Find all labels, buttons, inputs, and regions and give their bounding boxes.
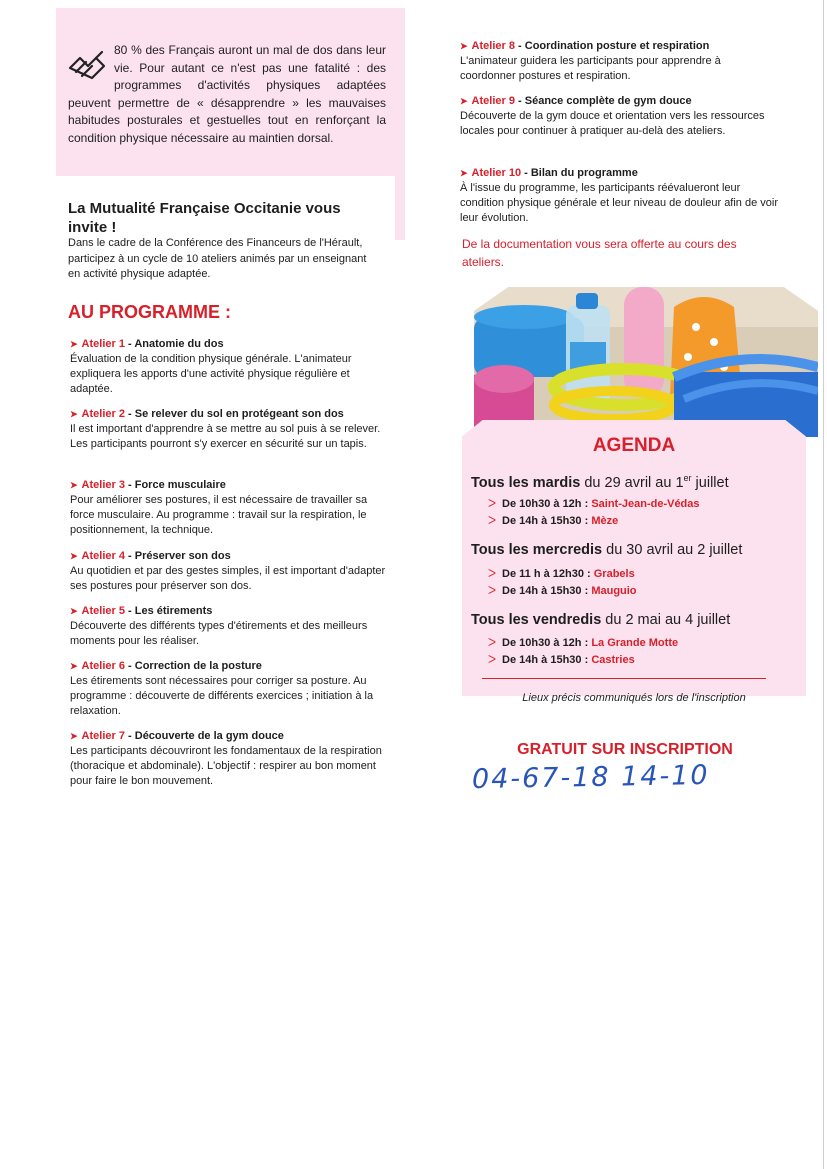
chevron-right-icon: ᐳ — [488, 654, 497, 666]
atelier-desc: L'animateur guidera les participants pour apprendre à coordonner postures et respiration. — [460, 55, 721, 82]
invite-text: Dans le cadre de la Conférence des Financeurs de l'Hérault, participez à un cycle de 10 ateliers animés par un enseignant en activité physique adaptée. — [68, 237, 367, 280]
chevron-right-icon: ᐳ — [488, 568, 497, 580]
chevron-right-icon: ᐳ — [488, 585, 497, 597]
atelier-number: Atelier 5 — [81, 605, 125, 617]
slot-place: Mauguio — [591, 585, 637, 597]
atelier-title: - Coordination posture et respiration — [514, 40, 710, 52]
atelier-title: - Séance complète de gym douce — [514, 95, 692, 107]
atelier-desc: Au quotidien et par des gestes simples, il est important d'adapter ses postures pour préserver son dos. — [70, 565, 386, 592]
atelier-title: - Les étirements — [124, 605, 213, 617]
arrow-icon: ➤ — [460, 168, 468, 178]
atelier-6 — [70, 659, 390, 719]
sneaker-icon — [66, 48, 110, 84]
atelier-1 — [70, 337, 390, 397]
atelier-desc: Il est important d'apprendre à se mettre au sol puis à se relever. Les participants pourront s'y exercer en sécurité sur un tapis. — [70, 423, 381, 450]
slot-time: De 14h à 15h30 : — [502, 515, 592, 527]
atelier-desc: Évaluation de la condition physique générale. L'animateur expliquera les apports d'une activité physique régulière et adaptée. — [70, 353, 352, 395]
atelier-3 — [70, 478, 390, 538]
agenda-day-mardi — [471, 473, 729, 491]
fitness-equipment-photo — [474, 287, 818, 437]
slot-place: Grabels — [593, 568, 635, 580]
lieux-note: Lieux précis communiqués lors de l'inscription — [522, 692, 746, 704]
atelier-number: Atelier 3 — [81, 479, 125, 491]
slot-place: La Grande Motte — [591, 637, 679, 649]
atelier-desc: Découverte de la gym douce et orientation vers les ressources locales pour continuer à pratiquer au-delà des ateliers. — [460, 110, 765, 137]
day-range: du 29 avril au 1 — [580, 474, 684, 491]
atelier-title: - Se relever du sol en protégeant son dos — [124, 408, 344, 420]
agenda-slot — [488, 497, 700, 510]
atelier-number: Atelier 8 — [471, 40, 515, 52]
atelier-5 — [70, 604, 390, 649]
arrow-icon: ➤ — [460, 96, 468, 106]
arrow-icon: ➤ — [70, 480, 78, 490]
atelier-title: - Correction de la posture — [124, 660, 262, 672]
atelier-number: Atelier 1 — [81, 338, 125, 350]
atelier-desc: Pour améliorer ses postures, il est nécessaire de travailler sa force musculaire. Au programme : travail sur la respiration, le positionnement, la technique. — [70, 494, 368, 536]
agenda-day-vendredi — [471, 612, 730, 628]
atelier-number: Atelier 7 — [81, 730, 125, 742]
agenda-slot — [488, 653, 635, 666]
programme-title: AU PROGRAMME : — [68, 302, 231, 322]
atelier-9 — [460, 94, 778, 139]
atelier-number: Atelier 6 — [81, 660, 125, 672]
atelier-desc: Découverte des différents types d'étirements et des meilleurs moments pour les réaliser. — [70, 620, 368, 647]
agenda-slot — [488, 584, 637, 597]
slot-time: De 14h à 15h30 : — [502, 585, 592, 597]
atelier-title: - Préserver son dos — [124, 550, 231, 562]
invite-title: La Mutualité Française Occitanie vous invite ! — [68, 200, 341, 236]
chevron-right-icon: ᐳ — [488, 515, 497, 527]
slot-place: Mèze — [591, 515, 619, 527]
arrow-icon: ➤ — [70, 661, 78, 671]
scan-edge — [823, 0, 824, 1169]
day-range: du 30 avril au 2 juillet — [602, 542, 743, 558]
documentation-note: De la documentation vous sera offerte au cours des ateliers. — [462, 237, 737, 269]
slot-time: De 10h30 à 12h : — [502, 498, 592, 510]
atelier-10 — [460, 166, 778, 226]
slot-place: Saint-Jean-de-Védas — [591, 498, 700, 510]
day-label: Tous les mercredis — [471, 542, 603, 558]
slot-time: De 11 h à 12h30 : — [502, 568, 594, 580]
agenda-slot — [488, 636, 678, 649]
intro-text: 80 % des Français auront un mal de dos dans leur vie. Pour autant ce n'est pas une fatalité : des programmes d'activités physiques adaptées peuvent permettre de « désapprendre » les mauvaises habitudes posturales et gestuelles tout en renforçant la condition physique nécessaire au maintien dorsal. — [68, 43, 386, 145]
intro-text-block — [68, 42, 386, 147]
handwritten-phone-number: 04-67-18 14-10 — [471, 759, 710, 796]
agenda-title: AGENDA — [592, 435, 676, 456]
slot-place: Castries — [591, 654, 635, 666]
atelier-7 — [70, 729, 390, 789]
atelier-2 — [70, 407, 390, 452]
chevron-right-icon: ᐳ — [488, 637, 497, 649]
arrow-icon: ➤ — [460, 41, 468, 51]
arrow-icon: ➤ — [70, 606, 78, 616]
atelier-number: Atelier 2 — [81, 408, 125, 420]
atelier-desc: Les participants découvriront les fondamentaux de la respiration (thoracique et abdominale). L'objectif : respirer au bon moment pour faire le bon mouvement. — [70, 745, 382, 787]
atelier-8 — [460, 39, 778, 84]
agenda-slot — [488, 567, 635, 580]
slot-time: De 14h à 15h30 : — [502, 654, 592, 666]
arrow-icon: ➤ — [70, 409, 78, 419]
intro-box-edge — [395, 8, 405, 240]
arrow-icon: ➤ — [70, 551, 78, 561]
atelier-desc: Les étirements sont nécessaires pour corriger sa posture. Au programme : découverte de différents exercices ; initiation à la relaxation. — [70, 675, 374, 717]
atelier-title: - Découverte de la gym douce — [124, 730, 284, 742]
agenda-day-mercredi — [471, 542, 742, 558]
atelier-title: - Force musculaire — [124, 479, 226, 491]
atelier-desc: À l'issue du programme, les participants réévalueront leur condition physique générale et leur niveau de douleur afin de voir leur évolution. — [460, 182, 778, 224]
arrow-icon: ➤ — [70, 731, 78, 741]
agenda-divider — [482, 678, 766, 679]
atelier-number: Atelier 10 — [471, 167, 522, 179]
atelier-4 — [70, 549, 390, 594]
day-label: Tous les mardis — [471, 474, 581, 491]
atelier-number: Atelier 9 — [471, 95, 515, 107]
day-range-end: juillet — [691, 474, 729, 491]
atelier-number: Atelier 4 — [81, 550, 125, 562]
day-range: du 2 mai au 4 juillet — [601, 612, 731, 628]
day-range-sup: er — [683, 473, 692, 483]
agenda-slot — [488, 514, 618, 527]
day-label: Tous les vendredis — [471, 612, 602, 628]
chevron-right-icon: ᐳ — [488, 498, 497, 510]
atelier-title: - Anatomie du dos — [124, 338, 224, 350]
arrow-icon: ➤ — [70, 339, 78, 349]
gratuit-sur-inscription: GRATUIT SUR INSCRIPTION — [517, 741, 733, 758]
atelier-title: - Bilan du programme — [521, 167, 638, 179]
slot-time: De 10h30 à 12h : — [502, 637, 592, 649]
